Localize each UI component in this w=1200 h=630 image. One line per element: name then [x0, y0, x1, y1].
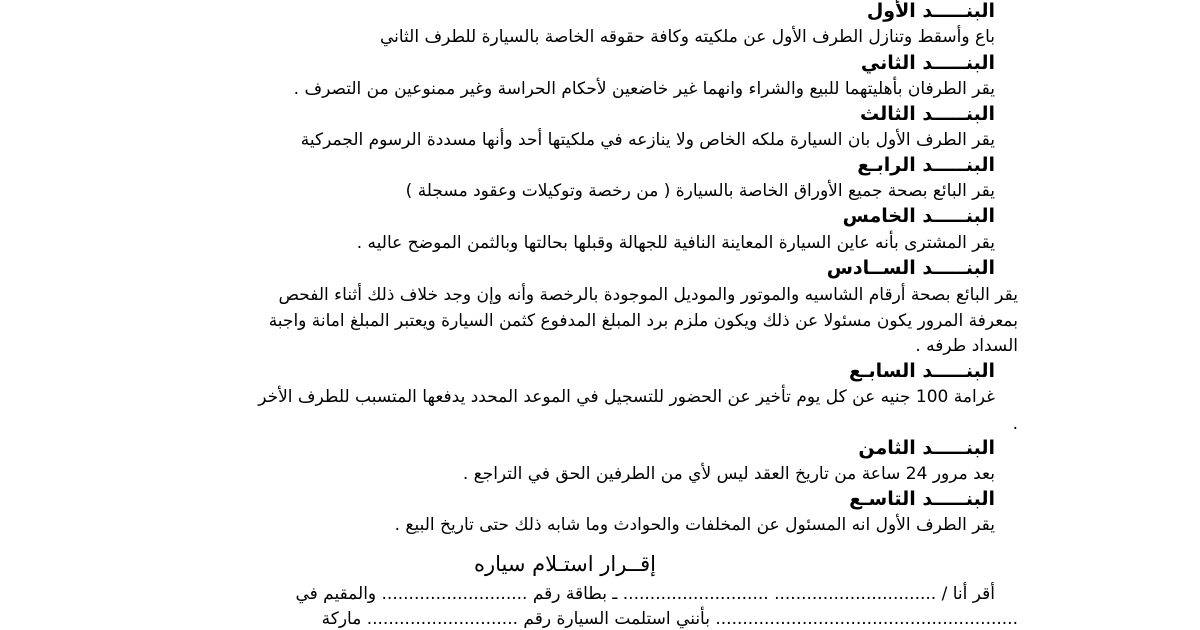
- clause-2-text: يقر الطرفان بأهليتهما للبيع والشراء وانهما غير خاضعين لأحكام الحراسة وغير ممنوعين من التصرف .: [293, 79, 995, 99]
- clause-6-text-line-3: السداد طرفه .: [915, 336, 1018, 356]
- receipt-line-2: ........................................................ بأنني استلمت السيارة رقم ............................ ماركة: [321, 609, 1018, 629]
- clause-9-heading: البنـــــد التاسـع: [849, 488, 995, 510]
- clause-3-heading: البنـــــد الثالث: [859, 103, 995, 125]
- clause-8-heading: البنـــــد الثامن: [858, 437, 995, 459]
- receipt-line-1: أقر أنا / .............................. ........................... ـ بطاقة رقم ........................... والمقيم في: [295, 584, 995, 604]
- clause-4-text: يقر البائع بصحة جميع الأوراق الخاصة بالسيارة ( من رخصة وتوكيلات وعقود مسجلة ): [405, 181, 995, 201]
- clause-5-heading: البنـــــد الخامس: [842, 205, 995, 227]
- clause-7-heading: البنـــــد السابـع: [849, 360, 995, 382]
- clause-2-heading: البنـــــد الثاني: [860, 52, 995, 74]
- clause-5-text: يقر المشترى بأنه عاين السيارة المعاينة النافية للجهالة وقبلها بحالتها وبالثمن الموضح عاليه .: [356, 233, 995, 253]
- clause-7-text: غرامة 100 جنيه عن كل يوم تأخير عن الحضور للتسجيل في الموعد المحدد يدفعها المتسبب للطرف الأخر: [258, 387, 995, 407]
- clause-6-text-line-1: يقر البائع بصحة أرقام الشاسيه والموتور والموديل الموجودة بالرخصة وأنه وإن وجد خلاف ذلك أثناء الفحص: [278, 285, 1018, 305]
- clause-1-heading: البنـــــد الأول: [866, 0, 995, 22]
- clause-1-text: باع وأسقط وتنازل الطرف الأول عن ملكيته وكافة حقوقه الخاصة بالسيارة للطرف الثاني: [379, 27, 995, 47]
- clause-4-heading: البنـــــد الرابـع: [857, 154, 995, 176]
- clause-7-text-trailing-period: .: [1012, 414, 1018, 434]
- clause-6-text-line-2: بمعرفة المرور يكون مسئولا عن ذلك ويكون ملزم برد المبلغ المدفوع كثمن السيارة ويعتبر المبلغ امانة واجبة: [268, 311, 1018, 331]
- receipt-title: إقــرار استـلام سياره: [473, 552, 657, 576]
- clause-9-text: يقر الطرف الأول انه المسئول عن المخلفات والحوادث وما شابه ذلك حتى تاريخ البيع .: [394, 515, 995, 535]
- clause-3-text: يقر الطرف الأول بان السيارة ملكه الخاص ولا ينازعه في ملكيتها أحد وأنها مسددة الرسوم الجمركية: [300, 130, 995, 150]
- clause-8-text: بعد مرور 24 ساعة من تاريخ العقد ليس لأي من الطرفين الحق في التراجع .: [462, 464, 995, 484]
- clause-6-heading: البنـــــد الســادس: [826, 257, 995, 279]
